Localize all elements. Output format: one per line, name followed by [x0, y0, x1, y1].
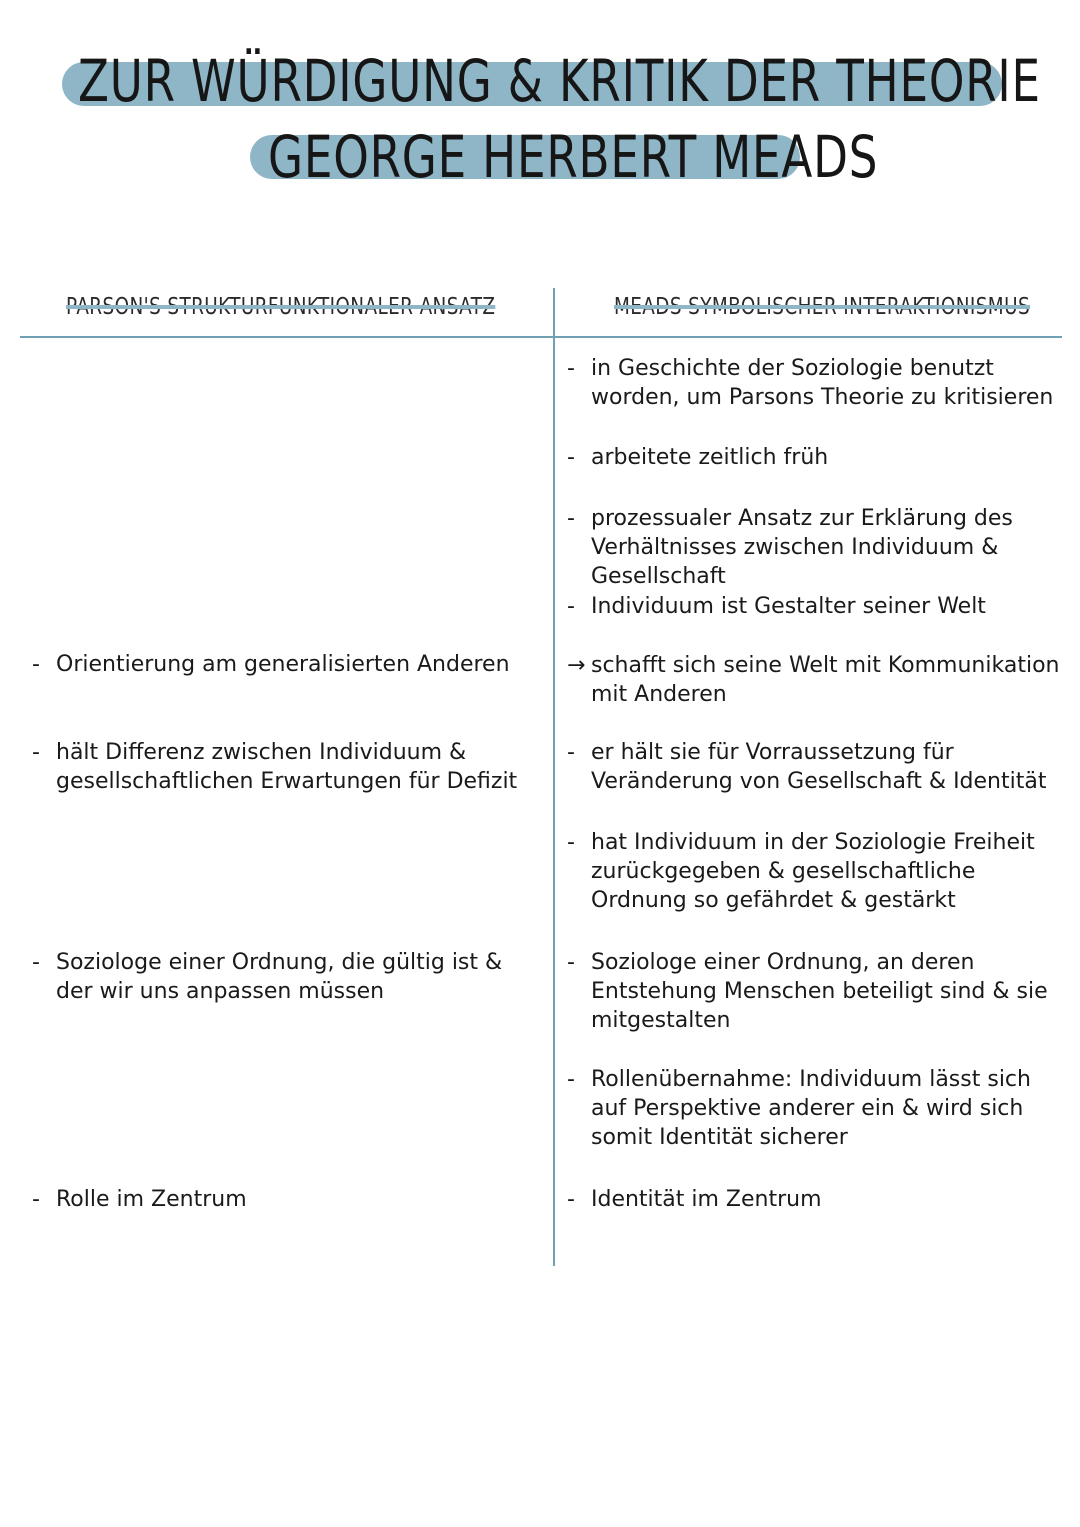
item-text: hält Differenz zwischen Individuum & gesellschaftlichen Erwartungen für Defizit [56, 740, 518, 794]
list-item [32, 650, 532, 679]
item-text: Soziologe einer Ordnung, an deren Entstehung Menschen beteiligt sind & sie mitgestalten [591, 950, 1048, 1033]
list-item [567, 828, 1062, 915]
item-marker: - [32, 1187, 40, 1212]
item-text: Soziologe einer Ordnung, die gültig ist & der wir uns anpassen müssen [56, 950, 503, 1004]
list-item [567, 504, 1062, 591]
column-divider [553, 288, 555, 1266]
item-marker: - [32, 652, 40, 677]
header-divider [20, 336, 1062, 338]
list-item [567, 443, 1062, 472]
item-marker: - [567, 1187, 575, 1212]
list-item [567, 948, 1062, 1035]
item-text: Identität im Zentrum [591, 1187, 822, 1212]
list-item [567, 592, 1062, 621]
item-marker: - [567, 506, 575, 531]
list-item [567, 1185, 1062, 1214]
list-item [32, 948, 532, 1006]
list-item [567, 1065, 1062, 1152]
item-text: arbeitete zeitlich früh [591, 445, 829, 470]
item-text: in Geschichte der Soziologie benutzt worden, um Parsons Theorie zu kritisieren [591, 356, 1054, 410]
item-text: schafft sich seine Welt mit Kommunikation mit Anderen [591, 653, 1060, 707]
list-item [567, 651, 1062, 709]
item-marker: → [567, 653, 586, 678]
list-item [32, 1185, 532, 1214]
page-title-line-1: ZUR WÜRDIGUNG & KRITIK DER THEORIE [78, 47, 1041, 115]
page-title-line-2: GEORGE HERBERT MEADS [268, 123, 879, 191]
item-marker: - [567, 950, 575, 975]
item-marker: - [567, 830, 575, 855]
item-marker: - [567, 445, 575, 470]
item-marker: - [567, 356, 575, 381]
item-text: Individuum ist Gestalter seiner Welt [591, 594, 986, 619]
item-text: Rollenübernahme: Individuum lässt sich auf Perspektive anderer ein & wird sich somit Identität sicherer [591, 1067, 1031, 1150]
item-text: Rolle im Zentrum [56, 1187, 247, 1212]
right-column-header: MEADS SYMBOLISCHER INTERAKTIONISMUS [614, 294, 1031, 320]
list-item [32, 738, 532, 796]
item-text: prozessualer Ansatz zur Erklärung des Verhältnisses zwischen Individuum & Gesellschaft [591, 506, 1013, 589]
item-text: er hält sie für Vorraussetzung für Veränderung von Gesellschaft & Identität [591, 740, 1047, 794]
item-text: hat Individuum in der Soziologie Freiheit zurückgegeben & gesellschaftliche Ordnung so gefährdet & gestärkt [591, 830, 1035, 913]
item-marker: - [32, 740, 40, 765]
item-marker: - [567, 594, 575, 619]
item-text: Orientierung am generalisierten Anderen [56, 652, 510, 677]
list-item [567, 354, 1062, 412]
left-column-header: PARSON'S STRUKTURFUNKTIONALER ANSATZ [66, 294, 496, 320]
list-item [567, 738, 1062, 796]
item-marker: - [567, 740, 575, 765]
item-marker: - [567, 1067, 575, 1092]
item-marker: - [32, 950, 40, 975]
